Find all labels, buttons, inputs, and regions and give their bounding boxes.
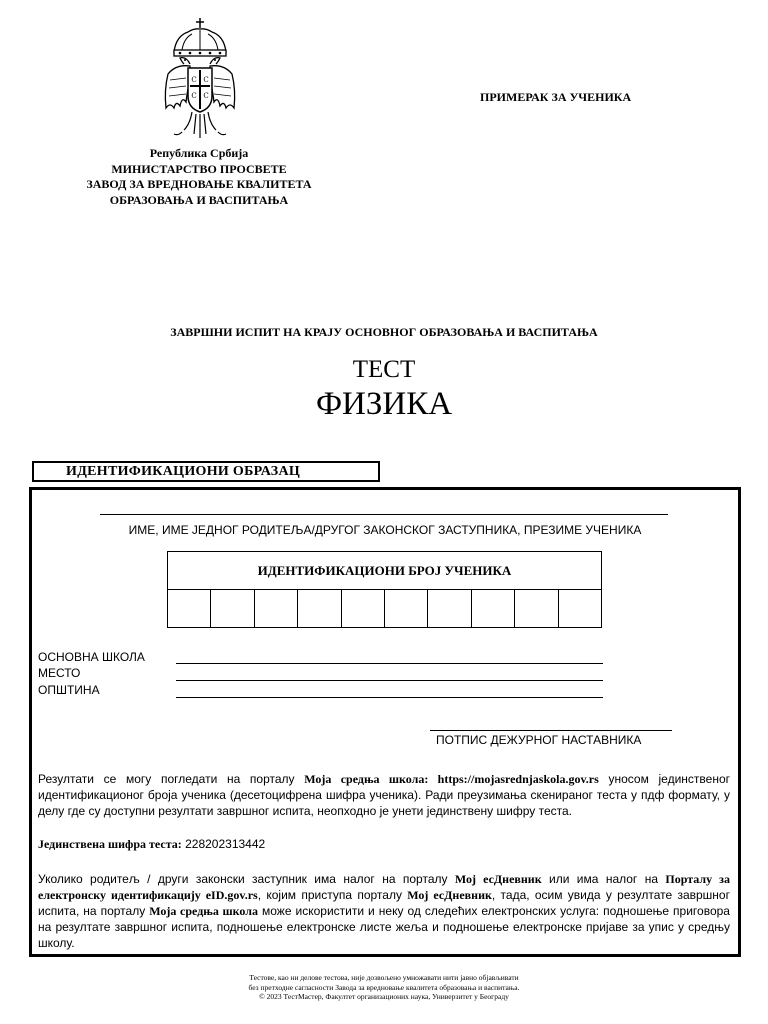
id-number-cell[interactable] [515,590,558,627]
svg-text:С: С [191,92,197,100]
signature-line[interactable] [430,730,672,731]
services-text-1: Уколико родитељ / други законски заступник има налог на порталу [38,872,455,886]
name-line[interactable] [100,514,668,515]
svg-text:С: С [191,76,197,84]
footer-line3: © 2023 ТестМастер, Факултет организационих наука, Универзитет у Београду [259,992,509,1001]
test-code-line [38,836,730,852]
id-number-cell[interactable] [385,590,428,627]
id-number-cell[interactable] [255,590,298,627]
id-number-cell[interactable] [342,590,385,627]
institute-name-line2: ОБРАЗОВАЊА И ВАСПИТАЊА [109,192,289,207]
footer [0,973,768,1002]
eid-portal: Порталу за електронску идентификацију eID.gov.rs [38,872,730,902]
test-code-label: Јединствена шифра теста: [38,837,182,851]
municipality-label: ОПШТИНА [38,683,100,697]
id-number-cell[interactable] [559,590,601,627]
signature-caption: ПОТПИС ДЕЖУРНОГ НАСТАВНИКА [436,733,642,747]
ministry-name: МИНИСТАРСТВО ПРОСВЕТЕ [111,161,287,176]
results-paragraph [38,771,730,819]
place-label: МЕСТО [38,666,81,680]
id-number-cell[interactable] [168,590,211,627]
svg-text:С: С [203,92,209,100]
id-number-cell[interactable] [298,590,341,627]
exam-title: ЗАВРШНИ ИСПИТ НА КРАЈУ ОСНОВНОГ ОБРАЗОВАЊА И ВАСПИТАЊА [170,325,598,339]
results-text-2: уносом јединственог идентификационог броја ученика (десетоцифрена шифра ученика). Ради преузимања скенираног теста у пдф формату, у делу где су доступни резултати завршног испита, неопходно је унети јединствену шифру теста. [38,772,730,818]
esdnevnik-portal-1: Мој есДневник [454,872,542,886]
institute-name-line1: ЗАВОД ЗА ВРЕДНОВАЊЕ КВАЛИТЕТА [86,177,312,191]
id-number-cell[interactable] [472,590,515,627]
subject-title: ФИЗИКА [315,386,453,422]
coat-of-arms-icon [160,16,240,144]
srednja-skola-portal: Моја средња школа [149,904,258,918]
id-number-cells [168,590,601,627]
id-form-tab: ИДЕНТИФИКАЦИОНИ ОБРАЗАЦ [32,461,380,482]
republic-name: Република Србија [149,146,249,160]
footer-line2: без претходне сагласности Завода за вредновање квалитета образовања и васпитања. [248,982,520,992]
services-text-2: или има налог на [541,872,666,886]
municipality-field[interactable] [176,697,603,698]
name-caption: ИМЕ, ИМЕ ЈЕДНОГ РОДИТЕЉА/ДРУГОГ ЗАКОНСКОГ ЗАСТУПНИКА, ПРЕЗИМЕ УЧЕНИКА [128,523,642,537]
footer-line1: Тестове, као ни делове тестова, није дозвољено умножавати нити јавно објављивати [249,973,519,982]
id-number-title: ИДЕНТИФИКАЦИОНИ БРОЈ УЧЕНИКА [168,552,601,590]
services-text-5: може искористити и неку од следећих електронских услуга: подношење приговора на резултате завршног испита, подношење електронске листе жеља и подношење електронске пријаве за упис у средњу школу. [38,904,730,950]
id-number-cell[interactable] [211,590,254,627]
services-text-4: , тада, осим увида у резултате завршног испита, на порталу [38,888,730,918]
services-text-3: , којим приступа порталу [257,888,408,902]
services-paragraph [38,871,730,951]
esdnevnik-portal-2: Мој есДневник [407,888,492,902]
place-field[interactable] [176,680,603,681]
institution-block [40,146,358,208]
results-text: Резултати се могу погледати на порталу [38,772,305,786]
id-number-box [167,551,602,628]
test-word: ТЕСТ [352,356,416,383]
school-field[interactable] [176,663,603,664]
id-number-cell[interactable] [428,590,471,627]
portal-link[interactable]: Моја средња школа: https://mojasrednjaskola.gov.rs [304,772,599,786]
svg-text:С: С [203,76,209,84]
test-code-value: 228202313442 [185,837,266,851]
school-label: ОСНОВНА ШКОЛА [38,650,145,664]
copy-label: ПРИМЕРАК ЗА УЧЕНИКА [480,90,632,104]
